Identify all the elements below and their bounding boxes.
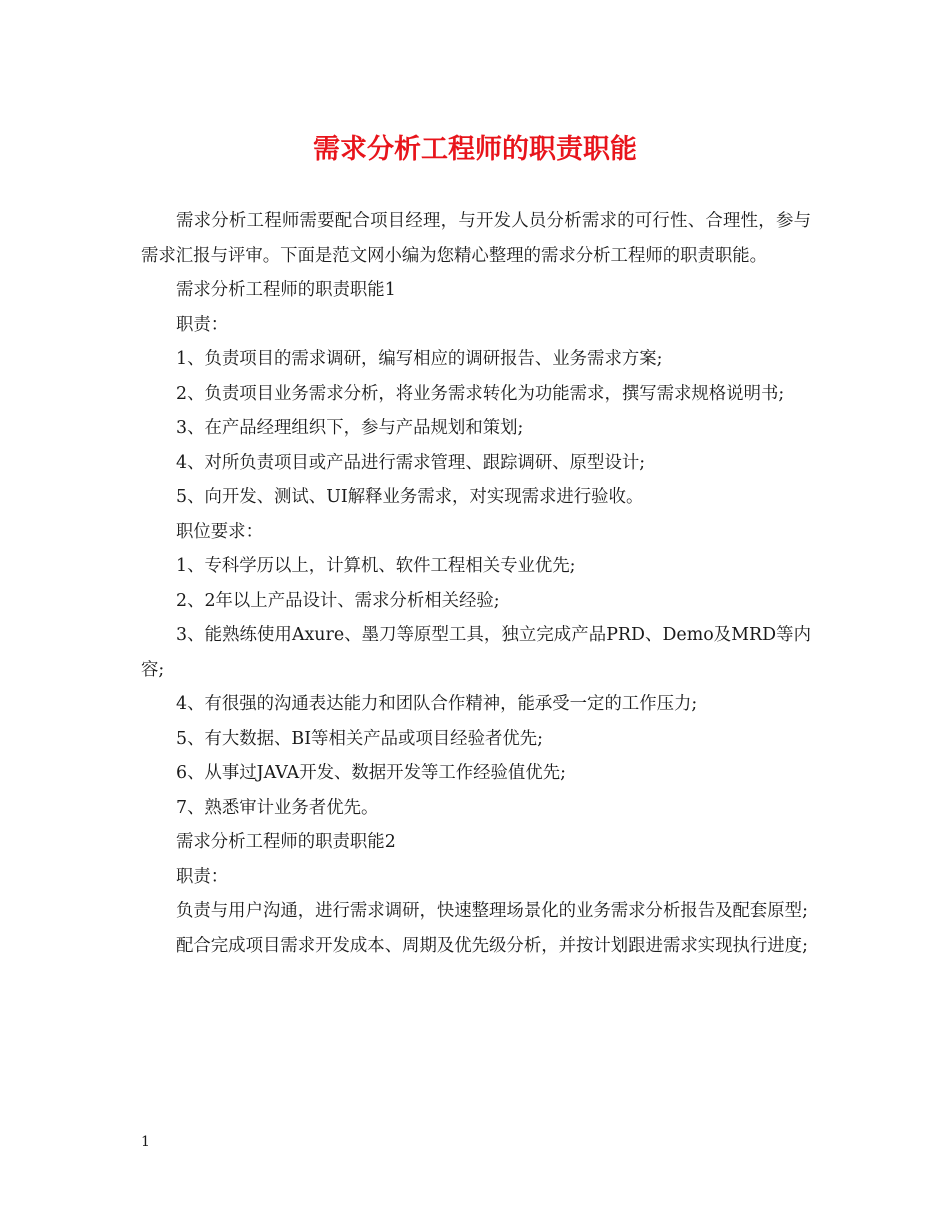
list-item: 4、对所负责项目或产品进行需求管理、跟踪调研、原型设计;: [176, 452, 646, 473]
body-paragraph: 配合完成项目需求开发成本、周期及优先级分析，并按计划跟进需求实现执行进度;: [176, 935, 808, 956]
list-item: 3、能熟练使用Axure、墨刀等原型工具，独立完成产品PRD、Demo及MRD等内容;: [141, 625, 811, 680]
list-item: 5、有大数据、BI等相关产品或项目经验者优先;: [176, 728, 543, 749]
list-item: 4、有很强的沟通表达能力和团队合作精神，能承受一定的工作压力;: [176, 694, 698, 714]
list-item: 3、在产品经理组织下，参与产品规划和策划;: [176, 418, 524, 438]
subsection-heading: 职位要求：: [176, 521, 263, 542]
subsection-heading: 职责：: [176, 866, 229, 887]
section-heading: 需求分析工程师的职责职能1: [176, 280, 396, 300]
list-item: 7、熟悉审计业务者优先。: [176, 797, 379, 818]
intro-paragraph: 需求分析工程师需要配合项目经理，与开发人员分析需求的可行性、合理性，参与需求汇报与评审。下面是范文网小编为您精心整理的需求分析工程师的职责职能。: [141, 211, 811, 266]
subsection-heading: 职责：: [176, 314, 229, 335]
list-item: 2、2年以上产品设计、需求分析相关经验;: [176, 590, 500, 611]
list-item: 1、专科学历以上，计算机、软件工程相关专业优先;: [176, 556, 576, 576]
list-item: 1、负责项目的需求调研，编写相应的调研报告、业务需求方案;: [176, 349, 663, 369]
list-item: 2、负责项目业务需求分析，将业务需求转化为功能需求，撰写需求规格说明书;: [176, 383, 785, 404]
body-paragraph: 负责与用户沟通，进行需求调研，快速整理场景化的业务需求分析报告及配套原型;: [176, 901, 808, 921]
page-number: 1: [141, 1134, 150, 1150]
list-item: 6、从事过JAVA开发、数据开发等工作经验值优先;: [176, 763, 566, 783]
document-title: 需求分析工程师的职责职能: [313, 134, 637, 165]
document-body: [141, 204, 811, 963]
list-item: 5、向开发、测试、UI解释业务需求，对实现需求进行验收。: [176, 487, 644, 507]
section-heading: 需求分析工程师的职责职能2: [176, 832, 396, 852]
